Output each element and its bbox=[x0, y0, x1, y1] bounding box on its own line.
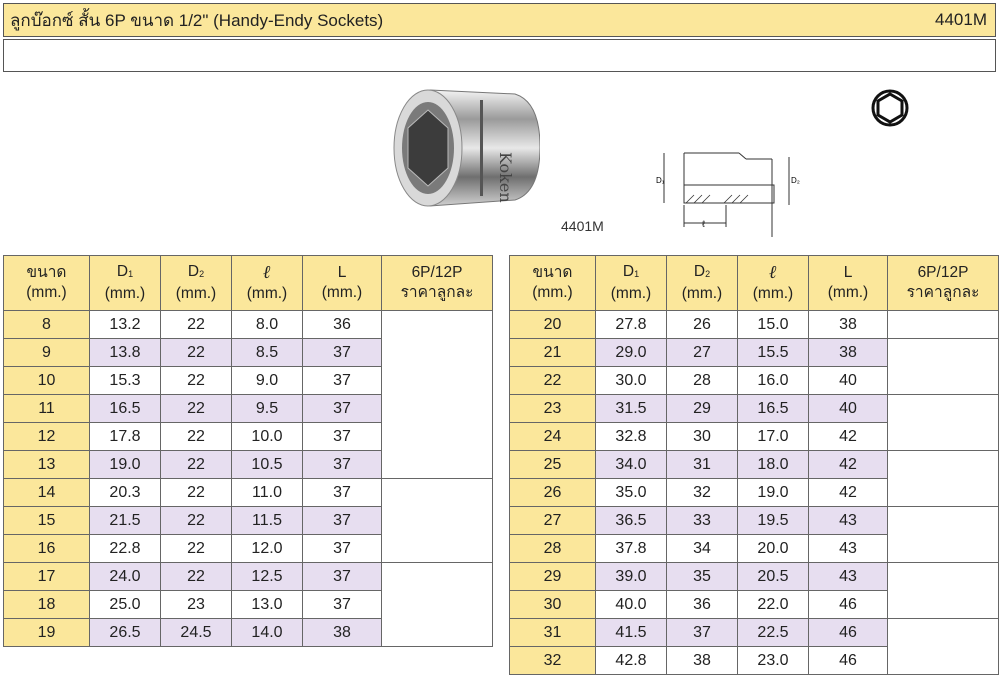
cell-d1: 26.5 bbox=[90, 619, 161, 647]
cell-d1: 35.0 bbox=[596, 479, 667, 507]
cell-L: 38 bbox=[809, 339, 888, 367]
cell-size: 29 bbox=[510, 563, 596, 591]
header-length: L (mm.) bbox=[809, 256, 888, 311]
blank-row bbox=[3, 39, 996, 72]
cell-d2: 22 bbox=[161, 563, 232, 591]
cell-ell: 10.0 bbox=[232, 423, 303, 451]
cell-L: 37 bbox=[303, 395, 382, 423]
cell-d1: 36.5 bbox=[596, 507, 667, 535]
cell-size: 21 bbox=[510, 339, 596, 367]
d2-label: D₂ bbox=[791, 176, 800, 185]
price-cell bbox=[888, 451, 999, 507]
header-price: 6P/12P ราคาลูกละ bbox=[382, 256, 493, 311]
cell-size: 22 bbox=[510, 367, 596, 395]
table-row bbox=[4, 563, 493, 591]
cell-d2: 37 bbox=[667, 619, 738, 647]
cell-size: 11 bbox=[4, 395, 90, 423]
cell-d2: 24.5 bbox=[161, 619, 232, 647]
cell-d2: 36 bbox=[667, 591, 738, 619]
cell-d1: 13.8 bbox=[90, 339, 161, 367]
cell-L: 42 bbox=[809, 423, 888, 451]
cell-size: 17 bbox=[4, 563, 90, 591]
cell-d1: 22.8 bbox=[90, 535, 161, 563]
cell-size: 28 bbox=[510, 535, 596, 563]
cell-d1: 42.8 bbox=[596, 647, 667, 675]
cell-d1: 27.8 bbox=[596, 311, 667, 339]
cell-d2: 33 bbox=[667, 507, 738, 535]
cell-d2: 22 bbox=[161, 395, 232, 423]
cell-d1: 13.2 bbox=[90, 311, 161, 339]
cell-d1: 32.8 bbox=[596, 423, 667, 451]
cell-d1: 21.5 bbox=[90, 507, 161, 535]
cell-d2: 30 bbox=[667, 423, 738, 451]
cell-L: 42 bbox=[809, 451, 888, 479]
cell-size: 13 bbox=[4, 451, 90, 479]
cell-L: 43 bbox=[809, 535, 888, 563]
cell-L: 37 bbox=[303, 479, 382, 507]
cell-d2: 29 bbox=[667, 395, 738, 423]
cell-size: 31 bbox=[510, 619, 596, 647]
table-row bbox=[510, 507, 999, 535]
table-row bbox=[4, 311, 493, 339]
cell-size: 30 bbox=[510, 591, 596, 619]
cell-size: 20 bbox=[510, 311, 596, 339]
dimension-diagram bbox=[654, 145, 804, 240]
cell-d2: 26 bbox=[667, 311, 738, 339]
price-cell bbox=[888, 563, 999, 619]
table-row bbox=[510, 395, 999, 423]
price-cell bbox=[888, 311, 999, 339]
cell-size: 32 bbox=[510, 647, 596, 675]
header-price: 6P/12P ราคาลูกละ bbox=[888, 256, 999, 311]
cell-ell: 11.5 bbox=[232, 507, 303, 535]
cell-d1: 41.5 bbox=[596, 619, 667, 647]
cell-L: 40 bbox=[809, 395, 888, 423]
cell-d1: 25.0 bbox=[90, 591, 161, 619]
cell-L: 37 bbox=[303, 535, 382, 563]
cell-d1: 24.0 bbox=[90, 563, 161, 591]
cell-size: 12 bbox=[4, 423, 90, 451]
table-row bbox=[510, 563, 999, 591]
cell-ell: 22.0 bbox=[738, 591, 809, 619]
cell-d2: 22 bbox=[161, 423, 232, 451]
cell-d1: 37.8 bbox=[596, 535, 667, 563]
cell-d2: 32 bbox=[667, 479, 738, 507]
cell-d2: 35 bbox=[667, 563, 738, 591]
price-cell bbox=[888, 619, 999, 675]
cell-ell: 12.5 bbox=[232, 563, 303, 591]
cell-size: 24 bbox=[510, 423, 596, 451]
cell-ell: 15.5 bbox=[738, 339, 809, 367]
cell-ell: 16.0 bbox=[738, 367, 809, 395]
cell-d1: 40.0 bbox=[596, 591, 667, 619]
cell-ell: 20.0 bbox=[738, 535, 809, 563]
cell-L: 46 bbox=[809, 647, 888, 675]
header-size: ขนาด (mm.) bbox=[4, 256, 90, 311]
cell-size: 10 bbox=[4, 367, 90, 395]
cell-L: 43 bbox=[809, 563, 888, 591]
cell-d2: 22 bbox=[161, 479, 232, 507]
title-bar bbox=[3, 3, 996, 37]
cell-L: 46 bbox=[809, 619, 888, 647]
hexagon-6p-icon bbox=[870, 88, 910, 128]
table-row bbox=[510, 619, 999, 647]
cell-ell: 23.0 bbox=[738, 647, 809, 675]
cell-ell: 17.0 bbox=[738, 423, 809, 451]
cell-ell: 9.5 bbox=[232, 395, 303, 423]
header-d2: $D_2$ (mm.) bbox=[161, 256, 232, 311]
cell-ell: 8.0 bbox=[232, 311, 303, 339]
cell-ell: 10.5 bbox=[232, 451, 303, 479]
header-d2: $D_2$ (mm.) bbox=[667, 256, 738, 311]
cell-ell: 16.5 bbox=[738, 395, 809, 423]
product-code: 4401M bbox=[935, 10, 987, 29]
header-ell: ℓ (mm.) bbox=[738, 256, 809, 311]
cell-ell: 11.0 bbox=[232, 479, 303, 507]
cell-d1: 29.0 bbox=[596, 339, 667, 367]
photo-caption: 4401M bbox=[561, 218, 604, 234]
cell-ell: 9.0 bbox=[232, 367, 303, 395]
cell-ell: 8.5 bbox=[232, 339, 303, 367]
cell-d1: 20.3 bbox=[90, 479, 161, 507]
cell-d1: 39.0 bbox=[596, 563, 667, 591]
cell-size: 18 bbox=[4, 591, 90, 619]
cell-ell: 12.0 bbox=[232, 535, 303, 563]
cell-d2: 22 bbox=[161, 339, 232, 367]
header-ell: ℓ (mm.) bbox=[232, 256, 303, 311]
d1-label: D₁ bbox=[656, 176, 665, 185]
cell-d1: 30.0 bbox=[596, 367, 667, 395]
brand-mark: Koken bbox=[496, 152, 515, 203]
cell-size: 25 bbox=[510, 451, 596, 479]
cell-d1: 16.5 bbox=[90, 395, 161, 423]
cell-d2: 23 bbox=[161, 591, 232, 619]
cell-L: 42 bbox=[809, 479, 888, 507]
cell-ell: 18.0 bbox=[738, 451, 809, 479]
cell-L: 37 bbox=[303, 507, 382, 535]
cell-d1: 15.3 bbox=[90, 367, 161, 395]
price-cell bbox=[888, 395, 999, 451]
cell-L: 38 bbox=[303, 619, 382, 647]
page-title: ลูกบ๊อกซ์ สั้น 6P ขนาด 1/2" (Handy-Endy Sockets) bbox=[10, 10, 384, 30]
price-cell bbox=[888, 507, 999, 563]
price-cell bbox=[382, 479, 493, 563]
cell-d2: 22 bbox=[161, 311, 232, 339]
cell-d1: 34.0 bbox=[596, 451, 667, 479]
cell-L: 40 bbox=[809, 367, 888, 395]
header-d1: $D_1$ (mm.) bbox=[596, 256, 667, 311]
cell-d2: 22 bbox=[161, 451, 232, 479]
table-row bbox=[510, 311, 999, 339]
cell-size: 8 bbox=[4, 311, 90, 339]
cell-L: 37 bbox=[303, 339, 382, 367]
cell-d2: 22 bbox=[161, 507, 232, 535]
ell-label: ℓ bbox=[702, 219, 705, 229]
cell-L: 37 bbox=[303, 367, 382, 395]
cell-size: 19 bbox=[4, 619, 90, 647]
cell-L: 37 bbox=[303, 451, 382, 479]
cell-ell: 19.0 bbox=[738, 479, 809, 507]
size-table-left bbox=[3, 255, 493, 647]
table-row bbox=[4, 479, 493, 507]
cell-L: 37 bbox=[303, 563, 382, 591]
cell-ell: 15.0 bbox=[738, 311, 809, 339]
cell-d1: 31.5 bbox=[596, 395, 667, 423]
cell-d2: 34 bbox=[667, 535, 738, 563]
cell-d2: 22 bbox=[161, 367, 232, 395]
cell-L: 36 bbox=[303, 311, 382, 339]
cell-d2: 22 bbox=[161, 535, 232, 563]
cell-size: 23 bbox=[510, 395, 596, 423]
price-cell bbox=[888, 339, 999, 395]
cell-size: 27 bbox=[510, 507, 596, 535]
cell-size: 26 bbox=[510, 479, 596, 507]
price-cell bbox=[382, 311, 493, 479]
cell-ell: 19.5 bbox=[738, 507, 809, 535]
cell-L: 43 bbox=[809, 507, 888, 535]
cell-L: 38 bbox=[809, 311, 888, 339]
cell-d1: 19.0 bbox=[90, 451, 161, 479]
cell-size: 9 bbox=[4, 339, 90, 367]
header-length: L (mm.) bbox=[303, 256, 382, 311]
price-cell bbox=[382, 563, 493, 647]
cell-d2: 27 bbox=[667, 339, 738, 367]
cell-ell: 22.5 bbox=[738, 619, 809, 647]
socket-photo bbox=[390, 82, 540, 212]
cell-size: 15 bbox=[4, 507, 90, 535]
cell-d2: 38 bbox=[667, 647, 738, 675]
cell-ell: 14.0 bbox=[232, 619, 303, 647]
size-table-right bbox=[509, 255, 999, 675]
cell-ell: 20.5 bbox=[738, 563, 809, 591]
cell-d2: 31 bbox=[667, 451, 738, 479]
cell-size: 14 bbox=[4, 479, 90, 507]
cell-ell: 13.0 bbox=[232, 591, 303, 619]
header-size: ขนาด (mm.) bbox=[510, 256, 596, 311]
cell-L: 37 bbox=[303, 591, 382, 619]
cell-size: 16 bbox=[4, 535, 90, 563]
header-d1: $D_1$ (mm.) bbox=[90, 256, 161, 311]
cell-d1: 17.8 bbox=[90, 423, 161, 451]
cell-L: 37 bbox=[303, 423, 382, 451]
table-row bbox=[510, 451, 999, 479]
table-row bbox=[510, 339, 999, 367]
cell-d2: 28 bbox=[667, 367, 738, 395]
cell-L: 46 bbox=[809, 591, 888, 619]
